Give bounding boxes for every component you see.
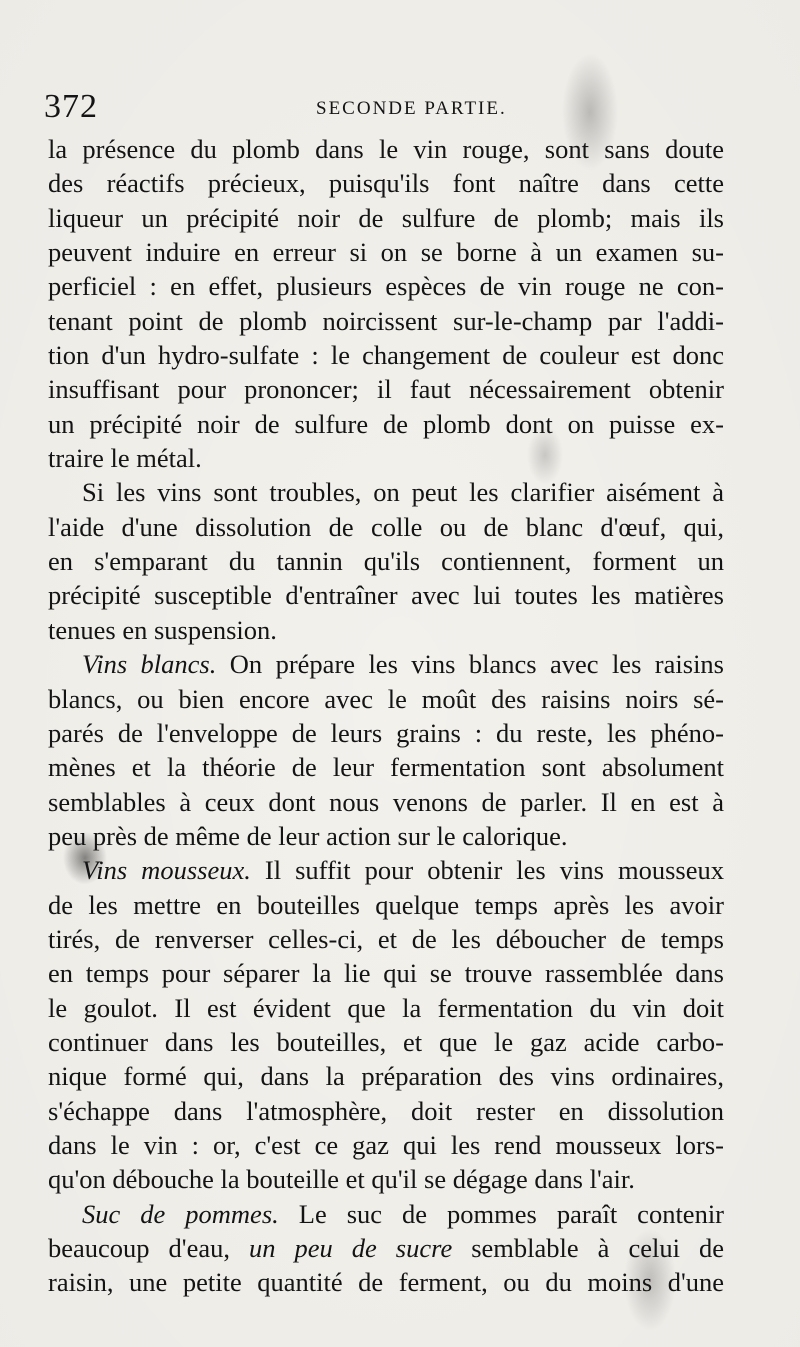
text-line: tion d'un hydro-sulfate : le changement de couleur est donc (48, 340, 724, 371)
text-line-suc-de-pommes (48, 1197, 724, 1231)
italic-phrase: un peu de sucre (248, 1233, 453, 1263)
text-line (48, 1231, 724, 1265)
text-line: qu'on débouche la bouteille et qu'il se dégage dans l'air. (48, 1164, 635, 1195)
text-line: nique formé qui, dans la préparation des vins ordinaires, (48, 1061, 724, 1092)
text-run: semblable à celui de (452, 1233, 724, 1263)
section-heading-suc-de-pommes: Suc de pommes. (82, 1198, 279, 1229)
text-line: tenues en suspension. (48, 614, 277, 645)
text-line: perficiel : en effet, plusieurs espèces de vin rouge ne con- (48, 271, 724, 302)
text-line: dans le vin : or, c'est ce gaz qui les rend mousseux lors- (48, 1129, 724, 1160)
text-line: raisin, une petite quantité de ferment, ou du moins d'une (48, 1267, 724, 1298)
text-line: tenant point de plomb noircissent sur-le-champ par l'addi- (48, 305, 724, 336)
text-line: traire le métal. (48, 443, 202, 474)
text-run: beaucoup d'eau, (48, 1233, 249, 1263)
running-head: SECONDE PARTIE. (316, 98, 507, 119)
text-run: On prépare les vins blancs avec les raisins (216, 649, 724, 680)
text-line: continuer dans les bouteilles, et que le gaz acide carbo- (48, 1026, 724, 1057)
text-line: des réactifs précieux, puisqu'ils font naître dans cette (48, 168, 724, 199)
section-heading-vins-blancs: Vins blancs. (82, 649, 217, 680)
page-number: 372 (44, 88, 98, 125)
text-line: précipité susceptible d'entraîner avec lui toutes les matières (48, 580, 724, 611)
text-line: la présence du plomb dans le vin rouge, sont sans doute (48, 134, 724, 164)
text-line: de les mettre en bouteilles quelque temps après les avoir (48, 889, 724, 920)
text-line-vins-mousseux (48, 853, 724, 887)
body-text (48, 132, 724, 1300)
text-line: liqueur un précipité noir de sulfure de plomb; mais ils (48, 202, 724, 233)
text-line: l'aide d'une dissolution de colle ou de blanc d'œuf, qui, (48, 511, 724, 542)
text-run: Le suc de pommes paraît contenir (278, 1198, 725, 1229)
page-header (44, 90, 744, 126)
text-line: le goulot. Il est évident que la fermentation du vin doit (48, 992, 724, 1023)
text-line: peu près de même de leur action sur le calorique. (48, 820, 568, 851)
text-run: Il suffit pour obtenir les vins mousseux (250, 855, 724, 886)
text-line: peuvent induire en erreur si on se borne à un examen su- (48, 237, 724, 268)
text-line: insuffisant pour prononcer; il faut nécessairement obtenir (48, 374, 724, 405)
text-line: mènes et la théorie de leur fermentation sont absolument (48, 752, 724, 783)
text-line-vins-blancs (48, 647, 724, 681)
text-line: en temps pour séparer la lie qui se trouve rassemblée dans (48, 958, 724, 989)
text-line: Si les vins sont troubles, on peut les clarifier aisément à (82, 477, 724, 508)
text-line: un précipité noir de sulfure de plomb dont on puisse ex- (48, 408, 724, 439)
section-heading-vins-mousseux: Vins mousseux. (82, 855, 251, 886)
text-line: semblables à ceux dont nous venons de parler. Il en est à (48, 786, 724, 817)
text-line: tirés, de renverser celles-ci, et de les déboucher de temps (48, 923, 724, 954)
text-line: en s'emparant du tannin qu'ils contiennent, forment un (48, 546, 724, 577)
text-line: blancs, ou bien encore avec le moût des raisins noirs sé- (48, 683, 724, 714)
text-line: s'échappe dans l'atmosphère, doit rester en dissolution (48, 1095, 724, 1126)
text-line: parés de l'enveloppe de leurs grains : du reste, les phéno- (48, 717, 724, 748)
